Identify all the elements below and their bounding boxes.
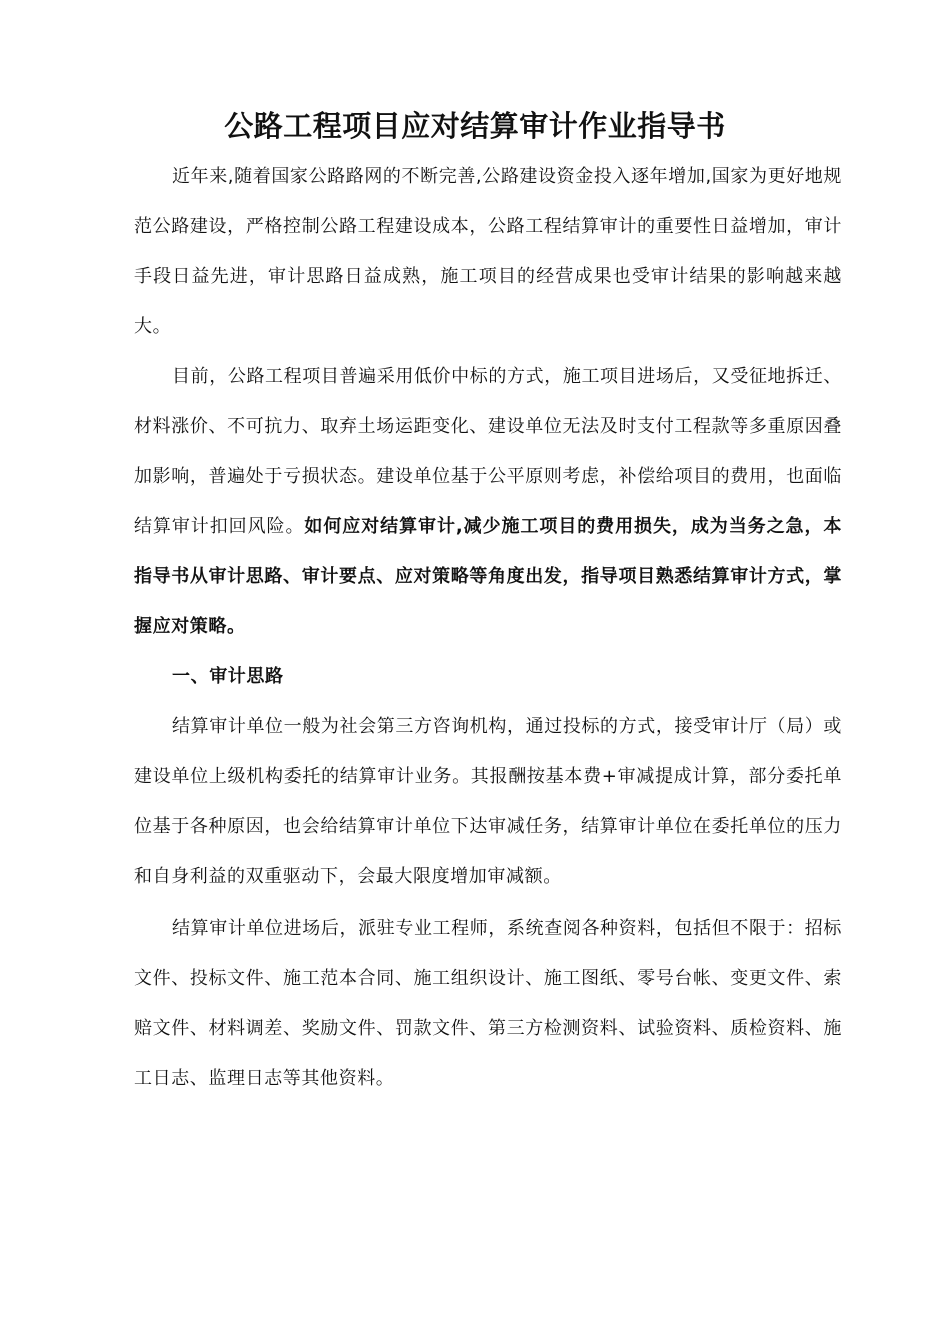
paragraph-current-situation — [134, 352, 842, 652]
document-title: 公路工程项目应对结算审计作业指导书 — [224, 109, 726, 143]
paragraph-current-situation-normal-text: 目前，公路工程项目普遍采用低价中标的方式，施工项目进场后，又受征地拆迁、材料涨价、不可抗力、取弃土场运距变化、建设单位无法及时支付工程款等多重原因叠加影响，普遍处于亏损状态。建设单位基于公平原则考虑，补偿给项目的费用，也面临结算审计扣回风险。 — [134, 366, 842, 537]
section-heading-audit-approach: 一、审计思路 — [172, 666, 284, 687]
paragraph-current-situation-bold-text: 如何应对结算审计,减少施工项目的费用损失，成为当务之急，本指导书从审计思路、审计要点、应对策略等角度出发，指导项目熟悉结算审计方式，掌握应对策略。 — [134, 516, 842, 637]
paragraph-audit-materials: 结算审计单位进场后，派驻专业工程师，系统查阅各种资料，包括但不限于：招标文件、投标文件、施工范本合同、施工组织设计、施工图纸、零号台帐、变更文件、索赔文件、材料调差、奖励文件、罚款文件、第三方检测资料、试验资料、质检资料、施工日志、监理日志等其他资料。 — [134, 918, 842, 1089]
paragraph-intro: 近年来,随着国家公路路网的不断完善,公路建设资金投入逐年增加,国家为更好地规范公路建设，严格控制公路工程建设成本，公路工程结算审计的重要性日益增加，审计手段日益先进，审计思路日益成熟，施工项目的经营成果也受审计结果的影响越来越大。 — [134, 166, 842, 337]
paragraph-audit-unit: 结算审计单位一般为社会第三方咨询机构，通过投标的方式，接受审计厅（局）或建设单位上级机构委托的结算审计业务。其报酬按基本费+审减提成计算，部分委托单位基于各种原因，也会给结算审计单位下达审减任务，结算审计单位在委托单位的压力和自身利益的双重驱动下，会最大限度增加审减额。 — [134, 716, 842, 887]
